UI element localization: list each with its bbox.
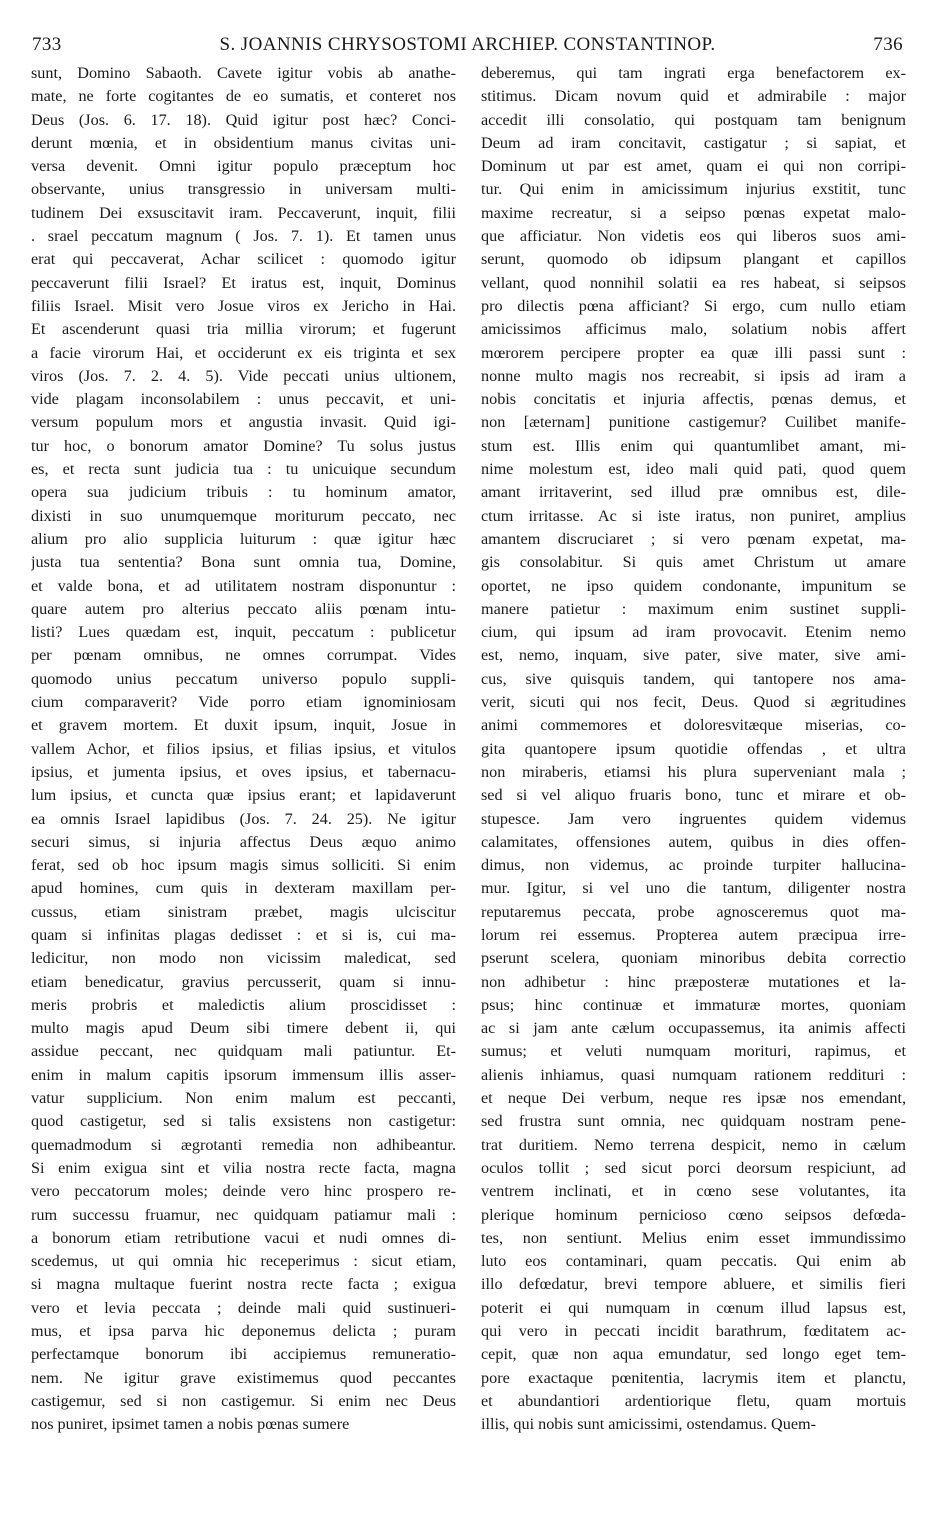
text-line: poterit ei qui numquam in cœnum illud lapsus est, (481, 1298, 906, 1317)
text-line: vero peccatorum moles; deinde vero hinc prospero re- (31, 1182, 456, 1201)
text-line: animi commemores et doloresvitæque miserias, co- (481, 716, 906, 735)
text-line: lum ipsius, et cuncta quæ ipsius erant; et lapidaverunt (31, 786, 456, 805)
text-line: Et ascenderunt quasi tria millia virorum; et fugerunt (31, 320, 456, 339)
right-column (481, 62, 906, 1532)
text-line: opera sua judicium tribuis : tu hominum amator, (31, 483, 456, 502)
text-line: perfectamque bonorum ibi accipiemus remuneratio- (31, 1345, 456, 1364)
text-line: oculos tollit ; sed sicut porci deorsum respiciunt, ad (481, 1158, 906, 1177)
text-line: vallem Achor, et filios ipsius, et filias ipsius, et vitulos (31, 739, 456, 758)
text-line: Deus (Jos. 6. 17. 18). Quid igitur post hæc? Conci- (31, 110, 456, 129)
text-line: pserunt scelera, quoniam minoribus debita correctio (481, 949, 906, 968)
text-line: plerique hominum pernicioso cœno seipsos defœda- (481, 1205, 906, 1224)
text-line: cus, sive quisquis tandem, qui tantopere nos ama- (481, 669, 906, 688)
text-line: tudinem Dei exsuscitavit iram. Peccaverunt, inquit, filii (31, 203, 456, 222)
text-line: vero et levia peccata ; deinde mali quid sustinueri- (31, 1298, 456, 1317)
left-column (31, 62, 456, 1532)
text-line: que afficiatur. Non videtis eos qui liberos suos ami- (481, 227, 906, 246)
text-line: pore exactaque pœnitentia, lacrymis item et planctu, (481, 1368, 906, 1387)
text-line: viros (Jos. 7. 2. 4. 5). Vide peccati unius ultionem, (31, 366, 456, 385)
text-line: vatur supplicium. Non enim malum est peccanti, (31, 1089, 456, 1108)
text-line: cussus, etiam sinistram præbet, magis ulciscitur (31, 902, 456, 921)
text-line: illis, qui nobis sunt amicissimi, ostendamus. Quem- (481, 1415, 816, 1434)
text-line: Dominum ut par est amet, quam ei qui non corripi- (481, 157, 906, 176)
text-line: stupesce. Jam vero ingruentes quidem videmus (481, 809, 906, 828)
text-line: etiam benedicatur, gravius percusserit, quam si innu- (31, 972, 456, 991)
text-line: castigemur, sed si non castigemur. Si enim nec Deus (31, 1391, 456, 1410)
page-number-right: 736 (873, 34, 903, 55)
text-line: quod castigetur, sed si talis exsistens non castigetur: (31, 1112, 456, 1131)
text-line: sed frustra sunt omnia, nec quidquam nostram pene- (481, 1112, 906, 1131)
page-header (32, 32, 903, 60)
text-line: deberemus, qui tam ingrati erga benefactorem ex- (481, 64, 906, 82)
text-line: peccaverunt filii Israel? Et iratus est, inquit, Dominus (31, 273, 456, 292)
text-line: tur hoc, o bonorum amator Domine? Tu solus justus (31, 436, 456, 455)
text-line: trat duritiem. Nemo terrena despicit, nemo in cælum (481, 1135, 906, 1154)
text-line: per pœnam omnibus, ne omnes corrumpat. Vides (31, 646, 456, 665)
text-line: mus, et ipsa parva hic deponemus delicta ; puram (31, 1322, 456, 1341)
text-line: et neque Dei verbum, neque res ipsæ nos emendant, (481, 1089, 906, 1108)
text-line: filiis Israel. Misit vero Josue viros ex Jericho in Hai. (31, 296, 456, 315)
text-line: nime molestum est, ideo mali quid pati, quod quem (481, 460, 906, 479)
text-line: amant irritaverint, sed illud præ omnibus est, dile- (481, 483, 906, 502)
text-line: amicissimos afficimus malo, solatium nobis affert (481, 320, 906, 339)
text-line: alienis inhiamus, quasi numquam rationem reddituri : (481, 1065, 906, 1084)
text-line: accedit illi consolatio, qui postquam tam benignum (481, 110, 906, 129)
text-line: rum successu fruamur, nec quidquam patiamur mali : (31, 1205, 456, 1224)
page-number-left: 733 (32, 34, 62, 55)
text-line: ac si jam ante cælum occupassemus, ita animis affecti (481, 1019, 906, 1038)
text-line: reputaremus peccata, probe agnosceremus quot ma- (481, 902, 906, 921)
text-line: nem. Ne igitur grave existimemus quod peccantes (31, 1368, 456, 1387)
text-line: luto eos contaminari, quam peccatis. Qui enim ab (481, 1252, 906, 1271)
text-line: mur. Igitur, si vel uno die tantum, diligenter nostra (481, 879, 906, 898)
text-line: ipsius, et jumenta ipsius, et oves ipsius, et tabernacu- (31, 762, 456, 781)
text-line: calamitates, offensiones autem, quibus in dies offen- (481, 832, 906, 851)
text-line: stitimus. Dicam novum quid et admirabile : major (481, 87, 906, 106)
text-line: vellant, quod nonnihil solatii ea res habeat, si seipsos (481, 273, 906, 292)
text-line: quare autem pro alterius peccato aliis pœnam intu- (31, 599, 456, 618)
text-line: qui vero in peccati incidit barathrum, fœditatem ac- (481, 1322, 906, 1341)
text-line: maxime recreatur, si a seipso pœnas expetat malo- (481, 203, 906, 222)
text-line: gis consolabitur. Si quis amet Christum ut amare (481, 553, 906, 572)
text-line: nobis concitatis et injuria affectis, pœnas demus, et (481, 390, 906, 409)
text-line: pro dilectis pœna afficiant? Si ergo, cum nullo etiam (481, 296, 906, 315)
text-line: stum est. Illis enim qui quantumlibet amant, mi- (481, 436, 906, 455)
text-line: et gravem mortem. Et duxit ipsum, inquit, Josue in (31, 716, 456, 735)
text-line: est, nemo, inquam, sive pater, sive mater, sive ami- (481, 646, 906, 665)
text-line: ctum irritasse. Ac si iste iratus, non puniret, amplius (481, 506, 906, 525)
text-line: quomodo unius peccatum universo populo suppli- (31, 669, 456, 688)
text-line: tes, non sentiunt. Melius enim esset immundissimo (481, 1228, 906, 1247)
text-line: alium pro alio supplicia luiturum : quæ igitur hæc (31, 529, 456, 548)
text-line: Si enim exigua sint et vilia nostra recte facta, magna (31, 1158, 456, 1177)
text-line: et valde bona, et ad utilitatem nostram disponuntur : (31, 576, 456, 595)
text-line: cium comparaverit? Vide porro etiam ignominiosam (31, 693, 456, 712)
text-line: enim in malum capitis ipsorum immensum illis asser- (31, 1065, 456, 1084)
text-line: non [æternam] punitione castigemur? Cuilibet manife- (481, 413, 906, 432)
text-line: listi? Lues quædam est, inquit, peccatum : publicetur (31, 623, 456, 642)
text-line: securi simus, si injuria affectus Deus æquo animo (31, 832, 456, 851)
text-line: psus; hinc continuæ et immaturæ mortes, quoniam (481, 995, 906, 1014)
text-line: sumus; et veluti numquam morituri, rapimus, et (481, 1042, 906, 1061)
text-line: erat qui peccaverat, Achar scilicet : quomodo igitur (31, 250, 456, 269)
text-line: ventrem inclinati, et in cœno sese volutantes, ita (481, 1182, 906, 1201)
text-line: vide plagam inconsolabilem : unus peccavit, et uni- (31, 390, 456, 409)
text-line: non miraberis, etiamsi his plura superveniant mala ; (481, 762, 906, 781)
text-line: observante, unius transgressio in universam multi- (31, 180, 456, 199)
text-line: lorum rei essemus. Propterea autem præcipua irre- (481, 925, 906, 944)
text-line: es, et recta sunt judicia tua : tu unicuique secundum (31, 460, 456, 479)
text-line: si magna multaque fuerint nostra recte facta ; exigua (31, 1275, 456, 1294)
text-line: dimus, non videmus, ac proinde turpiter hallucina- (481, 856, 906, 875)
text-line: oportet, ne ipso quidem condonante, impunitum se (481, 576, 906, 595)
text-line: cium, qui ipsum ad iram provocavit. Etenim nemo (481, 623, 906, 642)
text-line: verit, sicuti qui nos fecit, Deus. Quod si ægritudines (481, 693, 906, 712)
text-line: sed si vel aliquo fruaris bono, tunc et mirare et ob- (481, 786, 906, 805)
text-line: apud homines, cum quis in dexteram maxillam per- (31, 879, 456, 898)
text-line: dixisti in suo unumquemque moriturum peccato, nec (31, 506, 456, 525)
text-line: gita quantopere ipsum quotidie offendas , et ultra (481, 739, 906, 758)
text-line: ea omnis Israel lapidibus (Jos. 7. 24. 25). Ne igitur (31, 809, 456, 828)
text-line: serunt, quomodo ob idipsum plangant et capillos (481, 250, 906, 269)
text-line: a bonorum etiam retributione vacui et nudi omnes di- (31, 1228, 456, 1247)
text-line: Deum ad iram concitavit, castigatur ; si sapiat, et (481, 133, 906, 152)
text-line: scedemus, ut qui omnia hic receperimus : sicut etiam, (31, 1252, 456, 1271)
text-line: versum populum mors et angustia invasit. Quid igi- (31, 413, 456, 432)
text-line: ledicitur, non modo non vicissim maledicat, sed (31, 949, 456, 968)
text-line: ferat, sed ob hoc ipsum magis simus solliciti. Si enim (31, 856, 456, 875)
running-title: S. JOANNIS CHRYSOSTOMI ARCHIEP. CONSTANTINOP. (219, 34, 716, 55)
text-line: nos puniret, ipsimet tamen a nobis pœnas sumere (31, 1415, 350, 1434)
text-line: manere patietur : maximum enim sustinet suppli- (481, 599, 906, 618)
text-line: et abundantiori ardentiorique fletu, quam mortuis (481, 1391, 906, 1410)
text-line: meris probris et maledictis alium proscidisset : (31, 995, 456, 1014)
text-line: mate, ne forte cogitantes de eo sumatis, et conteret nos (31, 87, 456, 106)
text-line: sunt, Domino Sabaoth. Cavete igitur vobis ab anathe- (31, 64, 456, 82)
text-line: multo magis apud Deum sibi timere debent ii, qui (31, 1019, 456, 1038)
text-line: quemadmodum si ægrotanti remedia non adhibeantur. (31, 1135, 456, 1154)
text-line: a facie virorum Hai, et occiderunt ex eis triginta et sex (31, 343, 456, 362)
text-line: versa devenit. Omni igitur populo præceptum hoc (31, 157, 456, 176)
text-line: quam si infinitas plagas dedisset : et si is, cui ma- (31, 925, 456, 944)
text-line: non adhibetur : hinc præposteræ mutationes et la- (481, 972, 906, 991)
text-line: amantem discruciaret ; si vero pœnam expetat, ma- (481, 529, 906, 548)
text-line: cepit, quæ non aqua emundatur, sed longo eget tem- (481, 1345, 906, 1364)
text-line: nonne multo magis nos recreabit, si ipsis ad iram a (481, 366, 906, 385)
text-line: justa tua sententia? Bona sunt omnia tua, Domine, (31, 553, 456, 572)
text-line: illo defœdatur, brevi tempore abluere, et similis fieri (481, 1275, 906, 1294)
text-line: assidue peccant, nec quidquam mali patiuntur. Et- (31, 1042, 456, 1061)
text-line: derunt mœnia, et in obsidentium manus civitas uni- (31, 133, 456, 152)
text-line: mœrorem percipere propter ea quæ illi passi sunt : (481, 343, 906, 362)
text-line: . srael peccatum magnum ( Jos. 7. 1). Et tamen unus (31, 227, 456, 246)
text-line: tur. Qui enim in amicissimum injurius exstitit, tunc (481, 180, 906, 199)
